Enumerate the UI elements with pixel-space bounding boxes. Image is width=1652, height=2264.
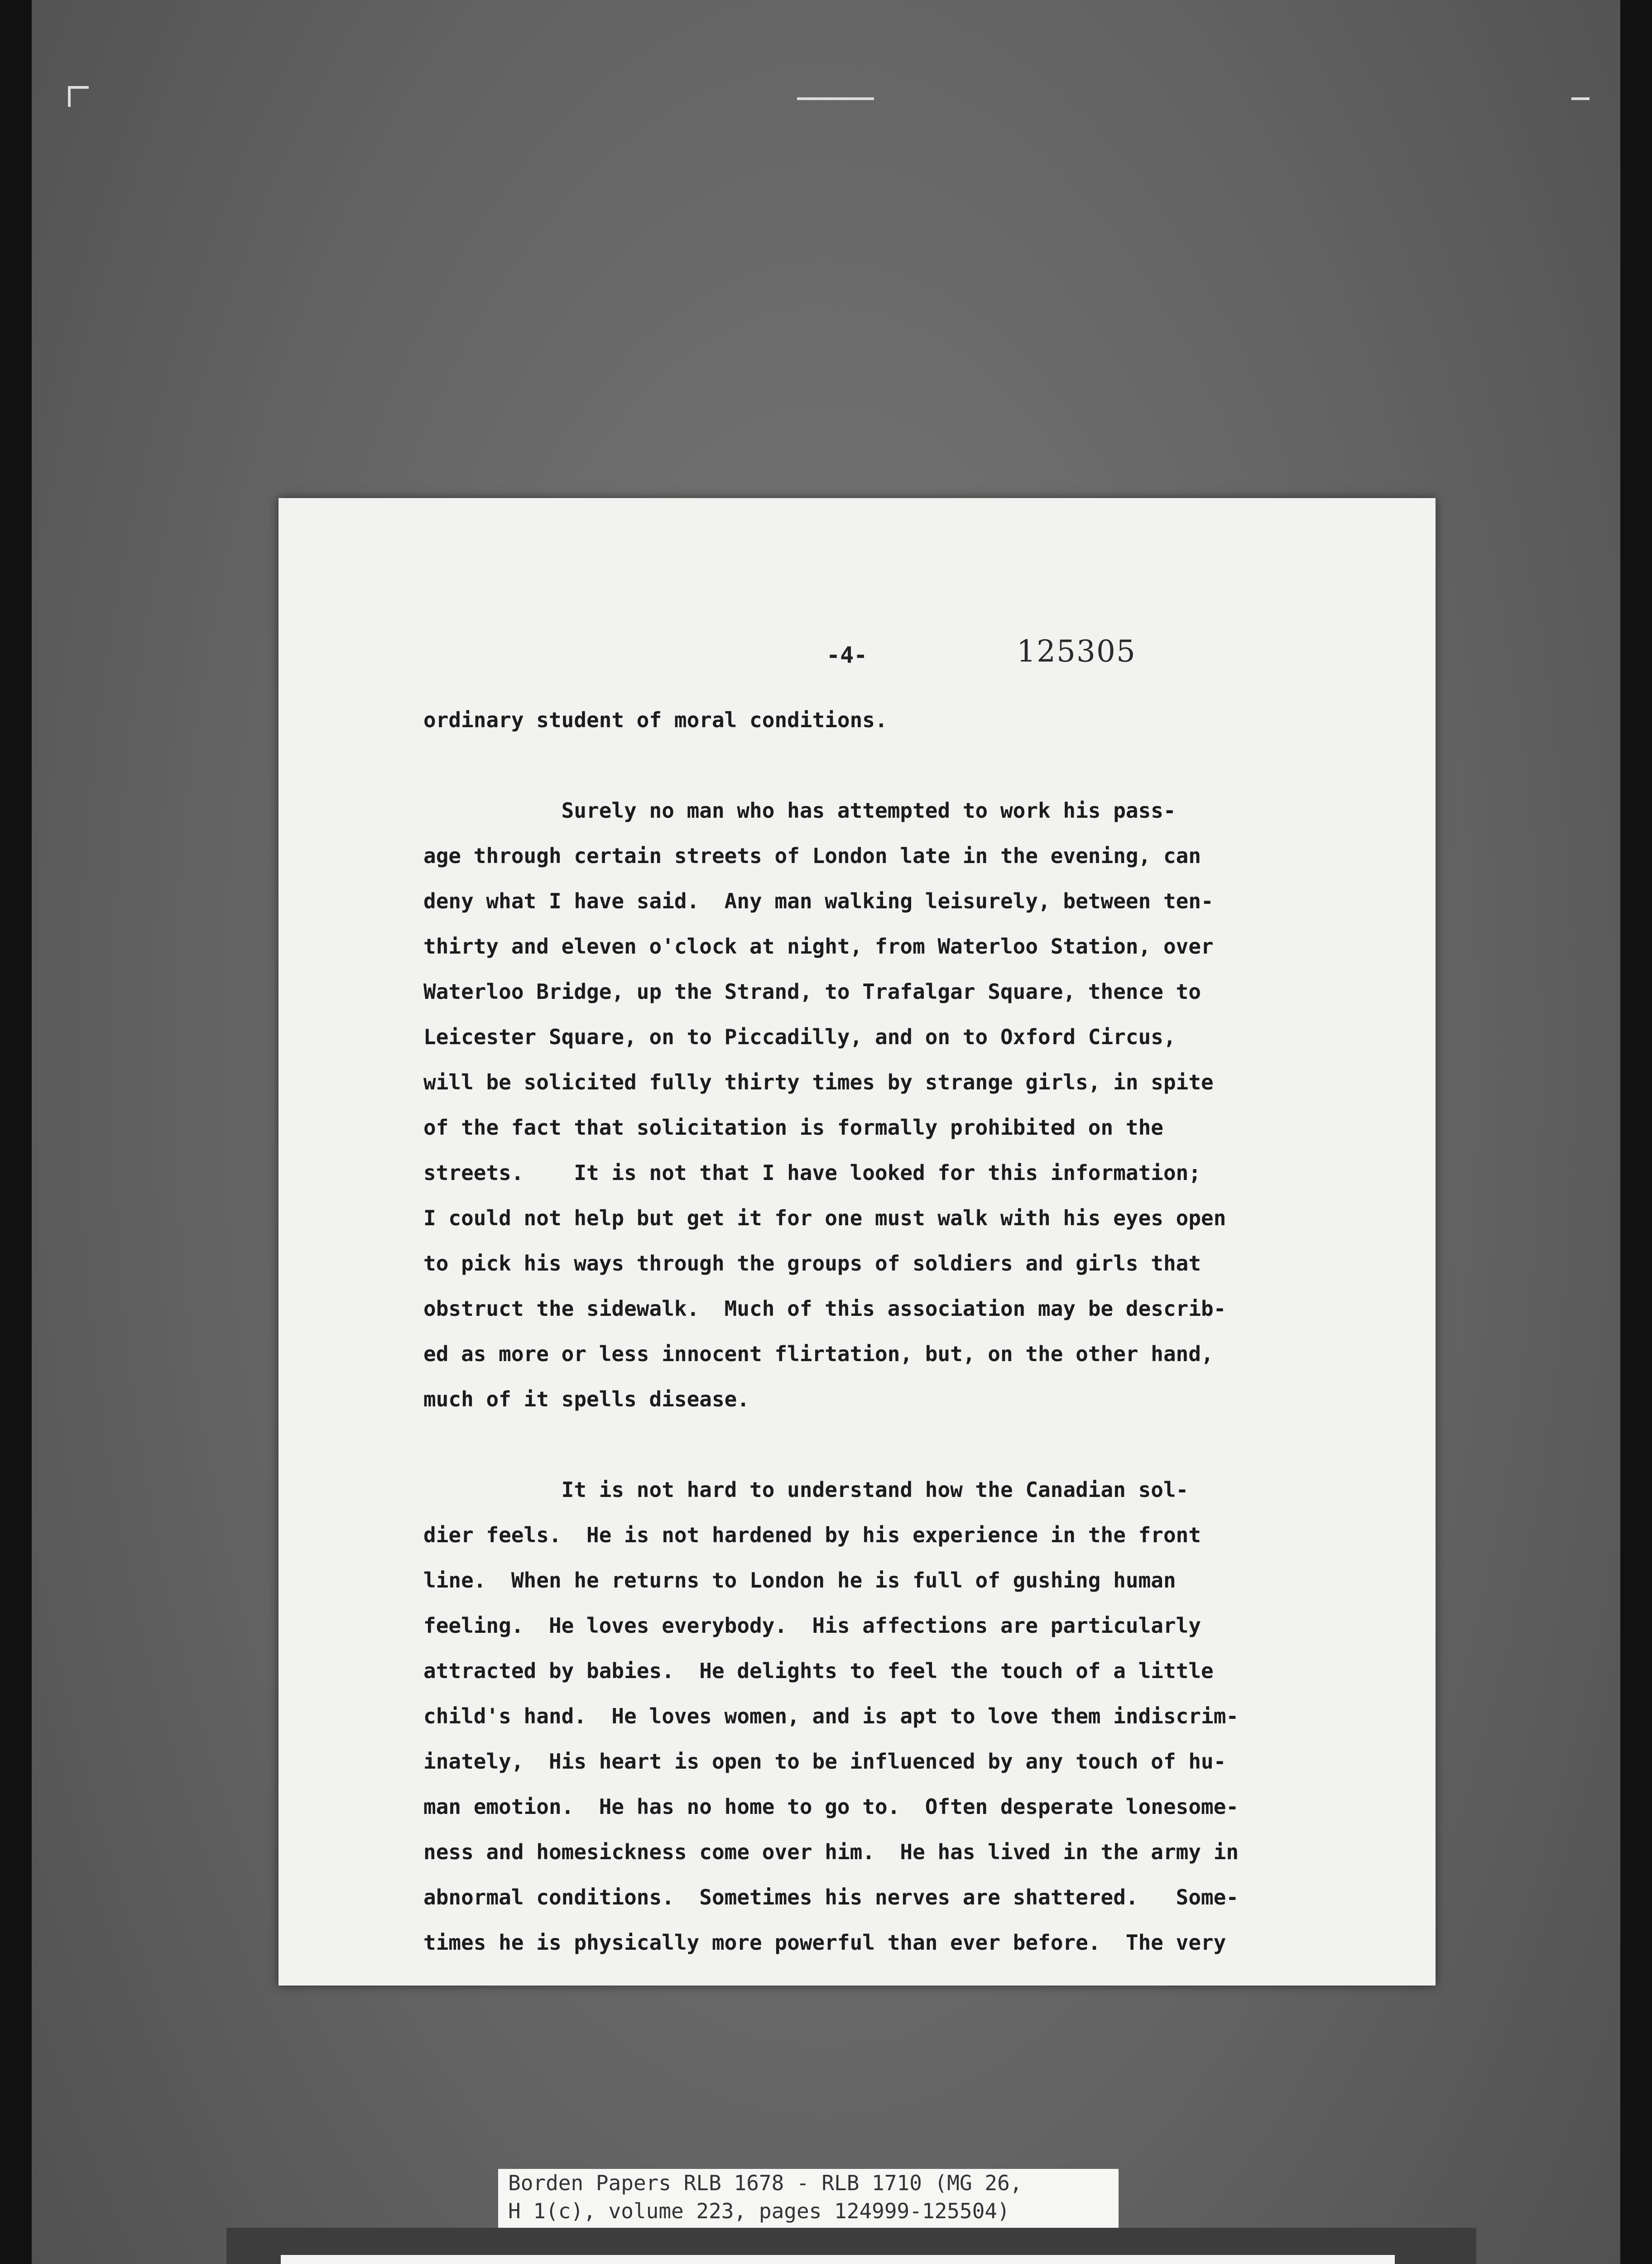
text-line: It is not hard to understand how the Canadian sol- bbox=[423, 1477, 1189, 1502]
text-line: man emotion. He has no home to go to. Often desperate lonesome- bbox=[423, 1794, 1239, 1819]
text-line: to pick his ways through the groups of soldiers and girls that bbox=[423, 1251, 1201, 1276]
text-line: inately, His heart is open to be influenced by any touch of hu- bbox=[423, 1749, 1226, 1774]
text-line: thirty and eleven o'clock at night, from Waterloo Station, over bbox=[423, 934, 1214, 959]
text-line: much of it spells disease. bbox=[423, 1387, 750, 1411]
text-line: will be solicited fully thirty times by strange girls, in spite bbox=[423, 1070, 1214, 1094]
film-edge-right bbox=[1620, 0, 1652, 2264]
corner-mark bbox=[68, 86, 89, 107]
text-line: Leicester Square, on to Piccadilly, and on to Oxford Circus, bbox=[423, 1025, 1176, 1049]
text-line: times he is physically more powerful than ever before. The very bbox=[423, 1930, 1226, 1955]
text-line: ordinary student of moral conditions. bbox=[423, 708, 888, 732]
text-line: deny what I have said. Any man walking leisurely, between ten- bbox=[423, 889, 1214, 913]
text-line: ness and homesickness come over him. He has lived in the army in bbox=[423, 1840, 1239, 1864]
text-line bbox=[423, 743, 1388, 788]
page-number: -4- bbox=[826, 642, 868, 668]
text-line: abnormal conditions. Sometimes his nerves are shattered. Some- bbox=[423, 1885, 1239, 1909]
typed-text bbox=[423, 697, 1388, 1965]
archive-stamp-number: 125305 bbox=[1017, 634, 1136, 669]
text-line: of the fact that solicitation is formally prohibited on the bbox=[423, 1115, 1163, 1140]
frame-mark-top bbox=[797, 97, 874, 100]
text-line: I could not help but get it for one must walk with his eyes open bbox=[423, 1206, 1226, 1230]
frame-mark-right bbox=[1571, 97, 1590, 100]
text-line: attracted by babies. He delights to feel the touch of a little bbox=[423, 1659, 1214, 1683]
text-line: obstruct the sidewalk. Much of this association may be describ- bbox=[423, 1296, 1226, 1321]
film-edge-left bbox=[0, 0, 32, 2264]
text-line: age through certain streets of London late in the evening, can bbox=[423, 844, 1201, 868]
collection-label-line-1: Borden Papers RLB 1678 - RLB 1710 (MG 26, bbox=[508, 2171, 1023, 2195]
typed-page bbox=[279, 498, 1436, 1986]
text-line: Surely no man who has attempted to work his pass- bbox=[423, 798, 1176, 823]
text-line: dier feels. He is not hardened by his experience in the front bbox=[423, 1523, 1201, 1547]
archive-panel bbox=[281, 2255, 1395, 2264]
text-line: child's hand. He loves women, and is apt to love them indiscrim- bbox=[423, 1704, 1239, 1728]
text-line: ed as more or less innocent flirtation, but, on the other hand, bbox=[423, 1342, 1214, 1366]
collection-label-line-2: H 1(c), volume 223, pages 124999-125504) bbox=[508, 2199, 1010, 2223]
text-line: streets. It is not that I have looked for this information; bbox=[423, 1161, 1201, 1185]
text-line: feeling. He loves everybody. His affections are particularly bbox=[423, 1613, 1201, 1638]
text-line: line. When he returns to London he is full of gushing human bbox=[423, 1568, 1176, 1592]
text-line: Waterloo Bridge, up the Strand, to Trafalgar Square, thence to bbox=[423, 979, 1201, 1004]
text-line bbox=[423, 1422, 1388, 1467]
